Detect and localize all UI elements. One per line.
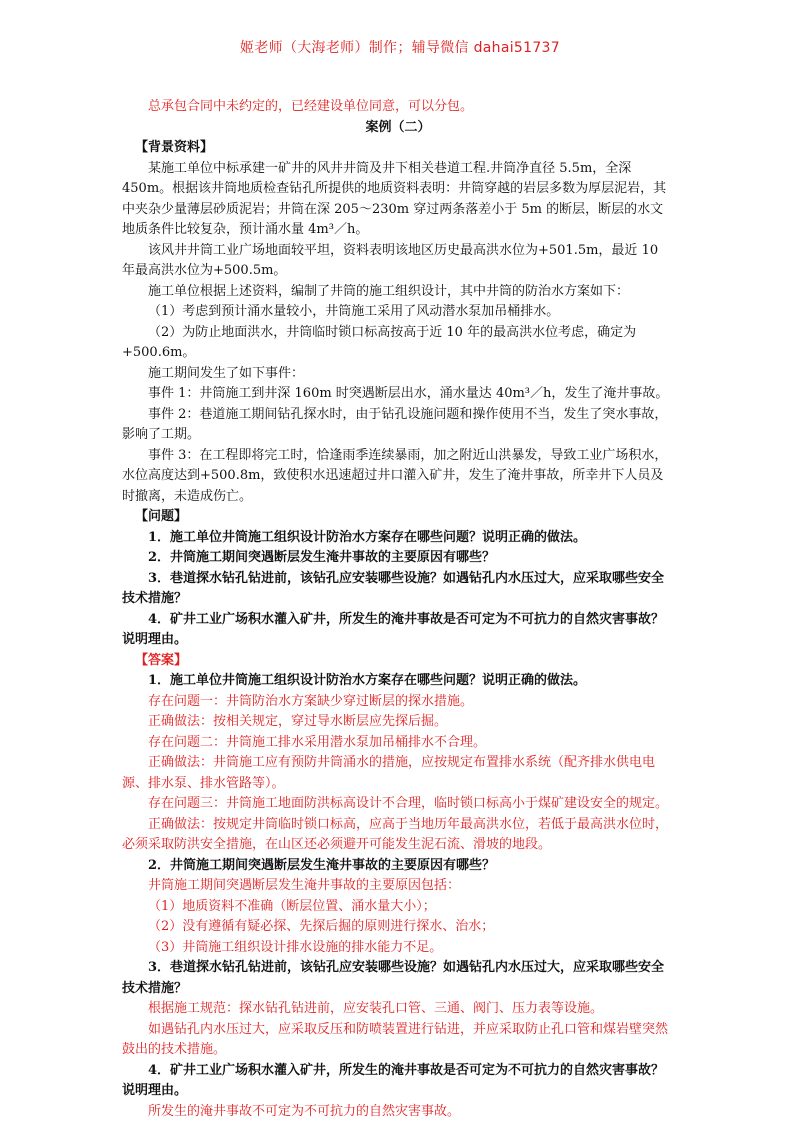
- event-paragraph: 事件 2：巷道施工期间钻孔探水时，由于钻孔设施问题和操作使用不当，发生了突水事故，影响了工期。: [122, 406, 668, 442]
- answers-heading: 【答案】: [135, 652, 188, 668]
- answer-1-line: 正确做法：按规定井筒临时锁口标高，应高于当地历年最高洪水位，若低于最高洪水位时，必须采取防洪安全措施，在山区还必须避开可能发生泥石流、滑坡的地段。: [122, 816, 669, 852]
- answer-question-1: 1．施工单位井筒施工组织设计防治水方案存在哪些问题？说明正确的做法。: [148, 673, 587, 688]
- question-item: 4．矿井工业广场积水灌入矿井，所发生的淹井事故是否可定为不可抗力的自然灾害事故？说明理由。: [122, 611, 665, 647]
- document-body: [122, 97, 674, 1122]
- answer-1-line: 存在问题一：井筒防治水方案缺少穿过断层的探水措施。: [148, 693, 474, 709]
- intro-line: 总承包合同中未约定的，已经建设单位同意，可以分包。: [148, 99, 474, 114]
- answer-1-line: 正确做法：井筒施工应有预防井筒涌水的措施，应按规定布置排水系统（配齐排水供电电源、排水泵、排水管路等）。: [122, 755, 656, 791]
- answer-question-2: 2．井筒施工期间突遇断层发生淹井事故的主要原因有哪些？: [148, 857, 496, 873]
- question-item: 2．井筒施工期间突遇断层发生淹井事故的主要原因有哪些？: [148, 550, 496, 565]
- event-paragraph: 事件 3：在工程即将完工时，恰逢雨季连续暴雨，加之附近山洪暴发，导致工业广场积水，水位高度达到+500.8m，致使积水迅速超过井口灌入矿井，发生了淹井事故，所幸井下人员及时撤离，未造成伤亡。: [122, 447, 668, 504]
- answer-1-line: 存在问题三：井筒施工地面防洪标高设计不合理，临时锁口标高小于煤矿建设安全的规定。: [148, 796, 669, 811]
- answer-4-line: 所发生的淹井事故不可定为不可抗力的自然灾害事故。: [148, 1103, 461, 1119]
- background-paragraph: 某施工单位中标承建一矿井的风井井筒及井下相关巷道工程.井筒净直径 5.5m，全深 450m。根据该井筒地质检查钻孔所提供的地质资料表明：井筒穿越的岩层多数为厚层泥岩，其中夹杂少量薄层砂质泥岩；井筒在深 205～230m 穿过两条落差小于 5m 的断层，断层的水文地质条件比较复杂，预计涌水量 4m³／h。: [122, 160, 667, 237]
- background-paragraph: 施工单位根据上述资料，编制了井筒的施工组织设计，其中井筒的防治水方案如下：: [148, 283, 630, 299]
- case-title: 案例（二）: [365, 119, 431, 135]
- question-item: 3．巷道探水钻孔钻进前，该钻孔应安装哪些设施？如遇钻孔内水压过大，应采取哪些安全技术措施？: [122, 570, 665, 606]
- answer-question-3: 3．巷道探水钻孔钻进前，该钻孔应安装哪些设施？如遇钻孔内水压过大，应采取哪些安全技术措施？: [122, 960, 665, 996]
- event-paragraph: 事件 1：井筒施工到井深 160m 时突遇断层出水，涌水量达 40m³／h，发生了淹井事故。: [148, 386, 669, 401]
- answer-2-line: （3）井筒施工组织设计排水设施的排水能力不足。: [148, 939, 443, 955]
- answer-question-4: 4．矿井工业广场积水灌入矿井，所发生的淹井事故是否可定为不可抗力的自然灾害事故？说明理由。: [122, 1062, 665, 1098]
- answer-3-line: 如遇钻孔内水压过大，应采取反压和防喷装置进行钻进，并应采取防止孔口管和煤岩壁突然鼓出的技术措施。: [122, 1021, 669, 1057]
- question-item: 1．施工单位井筒施工组织设计防治水方案存在哪些问题？说明正确的做法。: [148, 529, 587, 545]
- answer-2-line: （2）没有遵循有疑必探、先探后掘的原则进行探水、治水；: [148, 919, 495, 934]
- background-paragraph: 施工期间发生了如下事件：: [148, 365, 305, 381]
- page-header: 姬老师（大海老师）制作；辅导微信 dahai51737: [240, 40, 560, 56]
- answer-2-line: （1）地质资料不准确（断层位置、涌水量大小）；: [148, 898, 436, 914]
- background-paragraph: （1）考虑到预计涌水量较小，井筒施工采用了风动潜水泵加吊桶排水。: [148, 304, 560, 319]
- background-paragraph: （2）为防止地面洪水，井筒临时锁口标高按高于近 10 年的最高洪水位考虑，确定为+500.6m。: [122, 324, 637, 360]
- questions-heading: 【问题】: [135, 509, 188, 524]
- answer-1-line: 正确做法：按相关规定，穿过导水断层应先探后掘。: [148, 714, 448, 729]
- background-paragraph: 该风井井筒工业广场地面较平坦，资料表明该地区历史最高洪水位为+501.5m，最近 10 年最高洪水位为+500.5m。: [122, 242, 659, 278]
- answer-2-line: 井筒施工期间突遇断层发生淹井事故的主要原因包括：: [148, 878, 461, 893]
- background-heading: 【背景资料】: [135, 140, 214, 155]
- answer-3-line: 根据施工规范：探水钻孔钻进前，应安装孔口管、三通、阀门、压力表等设施。: [148, 1001, 604, 1016]
- answer-1-line: 存在问题二：井筒施工排水采用潜水泵加吊桶排水不合理。: [148, 734, 487, 750]
